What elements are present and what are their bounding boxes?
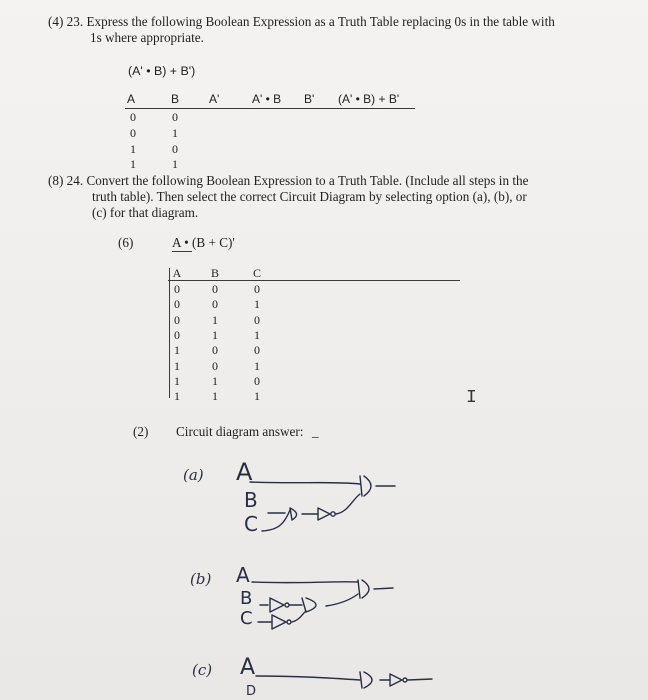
q24-points-circuit: (2) (133, 424, 149, 439)
option-c-circuit-diagram (256, 672, 432, 688)
q23-cell: 0 (172, 142, 178, 156)
q24-line-2: truth table). Then select the correct Circuit Diagram by selecting option (a), (b), or (92, 189, 527, 204)
q24-cell: 0 (254, 282, 260, 296)
q24-cell: 0 (174, 327, 180, 342)
q24-cell: 1 (212, 373, 218, 388)
q24-cell: 1 (254, 389, 260, 404)
q24-cell: 1 (212, 312, 218, 327)
circuit-answer-prompt: Circuit diagram answer: (176, 424, 304, 439)
q23-expression: (A' • B) + B') (128, 64, 196, 78)
option-b-input-b: B (240, 588, 253, 609)
q24-line-1: (8) 24. Convert the following Boolean Expression to a Truth Table. (Include all steps in the (48, 173, 529, 188)
q23-header-a: A (127, 92, 136, 106)
q24-cell: 1 (174, 358, 180, 373)
option-c-label[interactable]: (c) (192, 661, 213, 679)
q24-cell: 1 (254, 297, 260, 312)
option-a-input-a: A (236, 458, 253, 486)
q24-cell: 1 (212, 389, 218, 404)
q24-cell: 0 (212, 358, 218, 373)
option-c-input-a: A (240, 655, 256, 680)
q24-line-3: (c) for that diagram. (92, 205, 199, 220)
q23-header-b: B (171, 92, 180, 106)
q23-cell: 0 (130, 126, 136, 140)
q24-cell: 1 (254, 327, 260, 342)
q24-cell: 0 (174, 297, 180, 312)
q23-cell: 1 (172, 126, 178, 140)
q24-cell: 0 (254, 312, 260, 327)
option-b-circuit-diagram (252, 580, 393, 629)
q24-cell: 1 (212, 327, 218, 342)
q23-cell: 0 (172, 110, 178, 124)
q23-line-2: 1s where appropriate. (90, 30, 204, 45)
q24-cell: 1 (174, 343, 180, 358)
q23-cell: 0 (130, 110, 136, 124)
q23-header-b-not: B' (304, 92, 315, 106)
q24-cell: 0 (174, 312, 180, 327)
q23-cell: 1 (130, 142, 136, 156)
option-a-circuit-diagram (250, 476, 395, 531)
q24-cell: 0 (254, 373, 260, 388)
q24-cell: 0 (254, 343, 260, 358)
q23-cell: 1 (130, 157, 136, 171)
option-b-label[interactable]: (b) (190, 570, 212, 588)
q23-header-result: (A' • B) + B' (338, 92, 400, 106)
q24-cell: 1 (254, 358, 260, 373)
q24-cell: 0 (212, 282, 218, 296)
q23-header-a-not-and-b: A' • B (252, 92, 282, 106)
q23-line-1: (4) 23. Express the following Boolean Expression as a Truth Table replacing 0s in the table with (48, 14, 555, 29)
q24-header-b: B (210, 266, 219, 280)
circuit-answer-blank[interactable]: _ (312, 424, 319, 439)
q24-header-a: A (172, 266, 182, 280)
q24-cell: 0 (174, 282, 180, 296)
q24-header-c: C (252, 266, 261, 280)
option-a-input-b: B (244, 488, 258, 512)
q24-cell: 0 (212, 297, 218, 312)
q23-cell: 1 (172, 157, 178, 171)
q23-header-a-not: A' (209, 92, 220, 106)
q24-expression: A • (B + C)' (172, 235, 235, 250)
q24-cell: 0 (212, 343, 218, 358)
option-a-input-c: C (244, 512, 258, 536)
option-b-input-a: A (236, 563, 250, 587)
q24-points-table: (6) (118, 235, 134, 250)
option-c-input-d: D (246, 684, 257, 699)
q24-cell: 1 (174, 389, 180, 404)
q24-cell: 1 (174, 373, 180, 388)
option-b-input-c: C (240, 608, 253, 629)
option-a-label[interactable]: (a) (183, 466, 204, 484)
text-cursor-icon: I (466, 388, 477, 408)
